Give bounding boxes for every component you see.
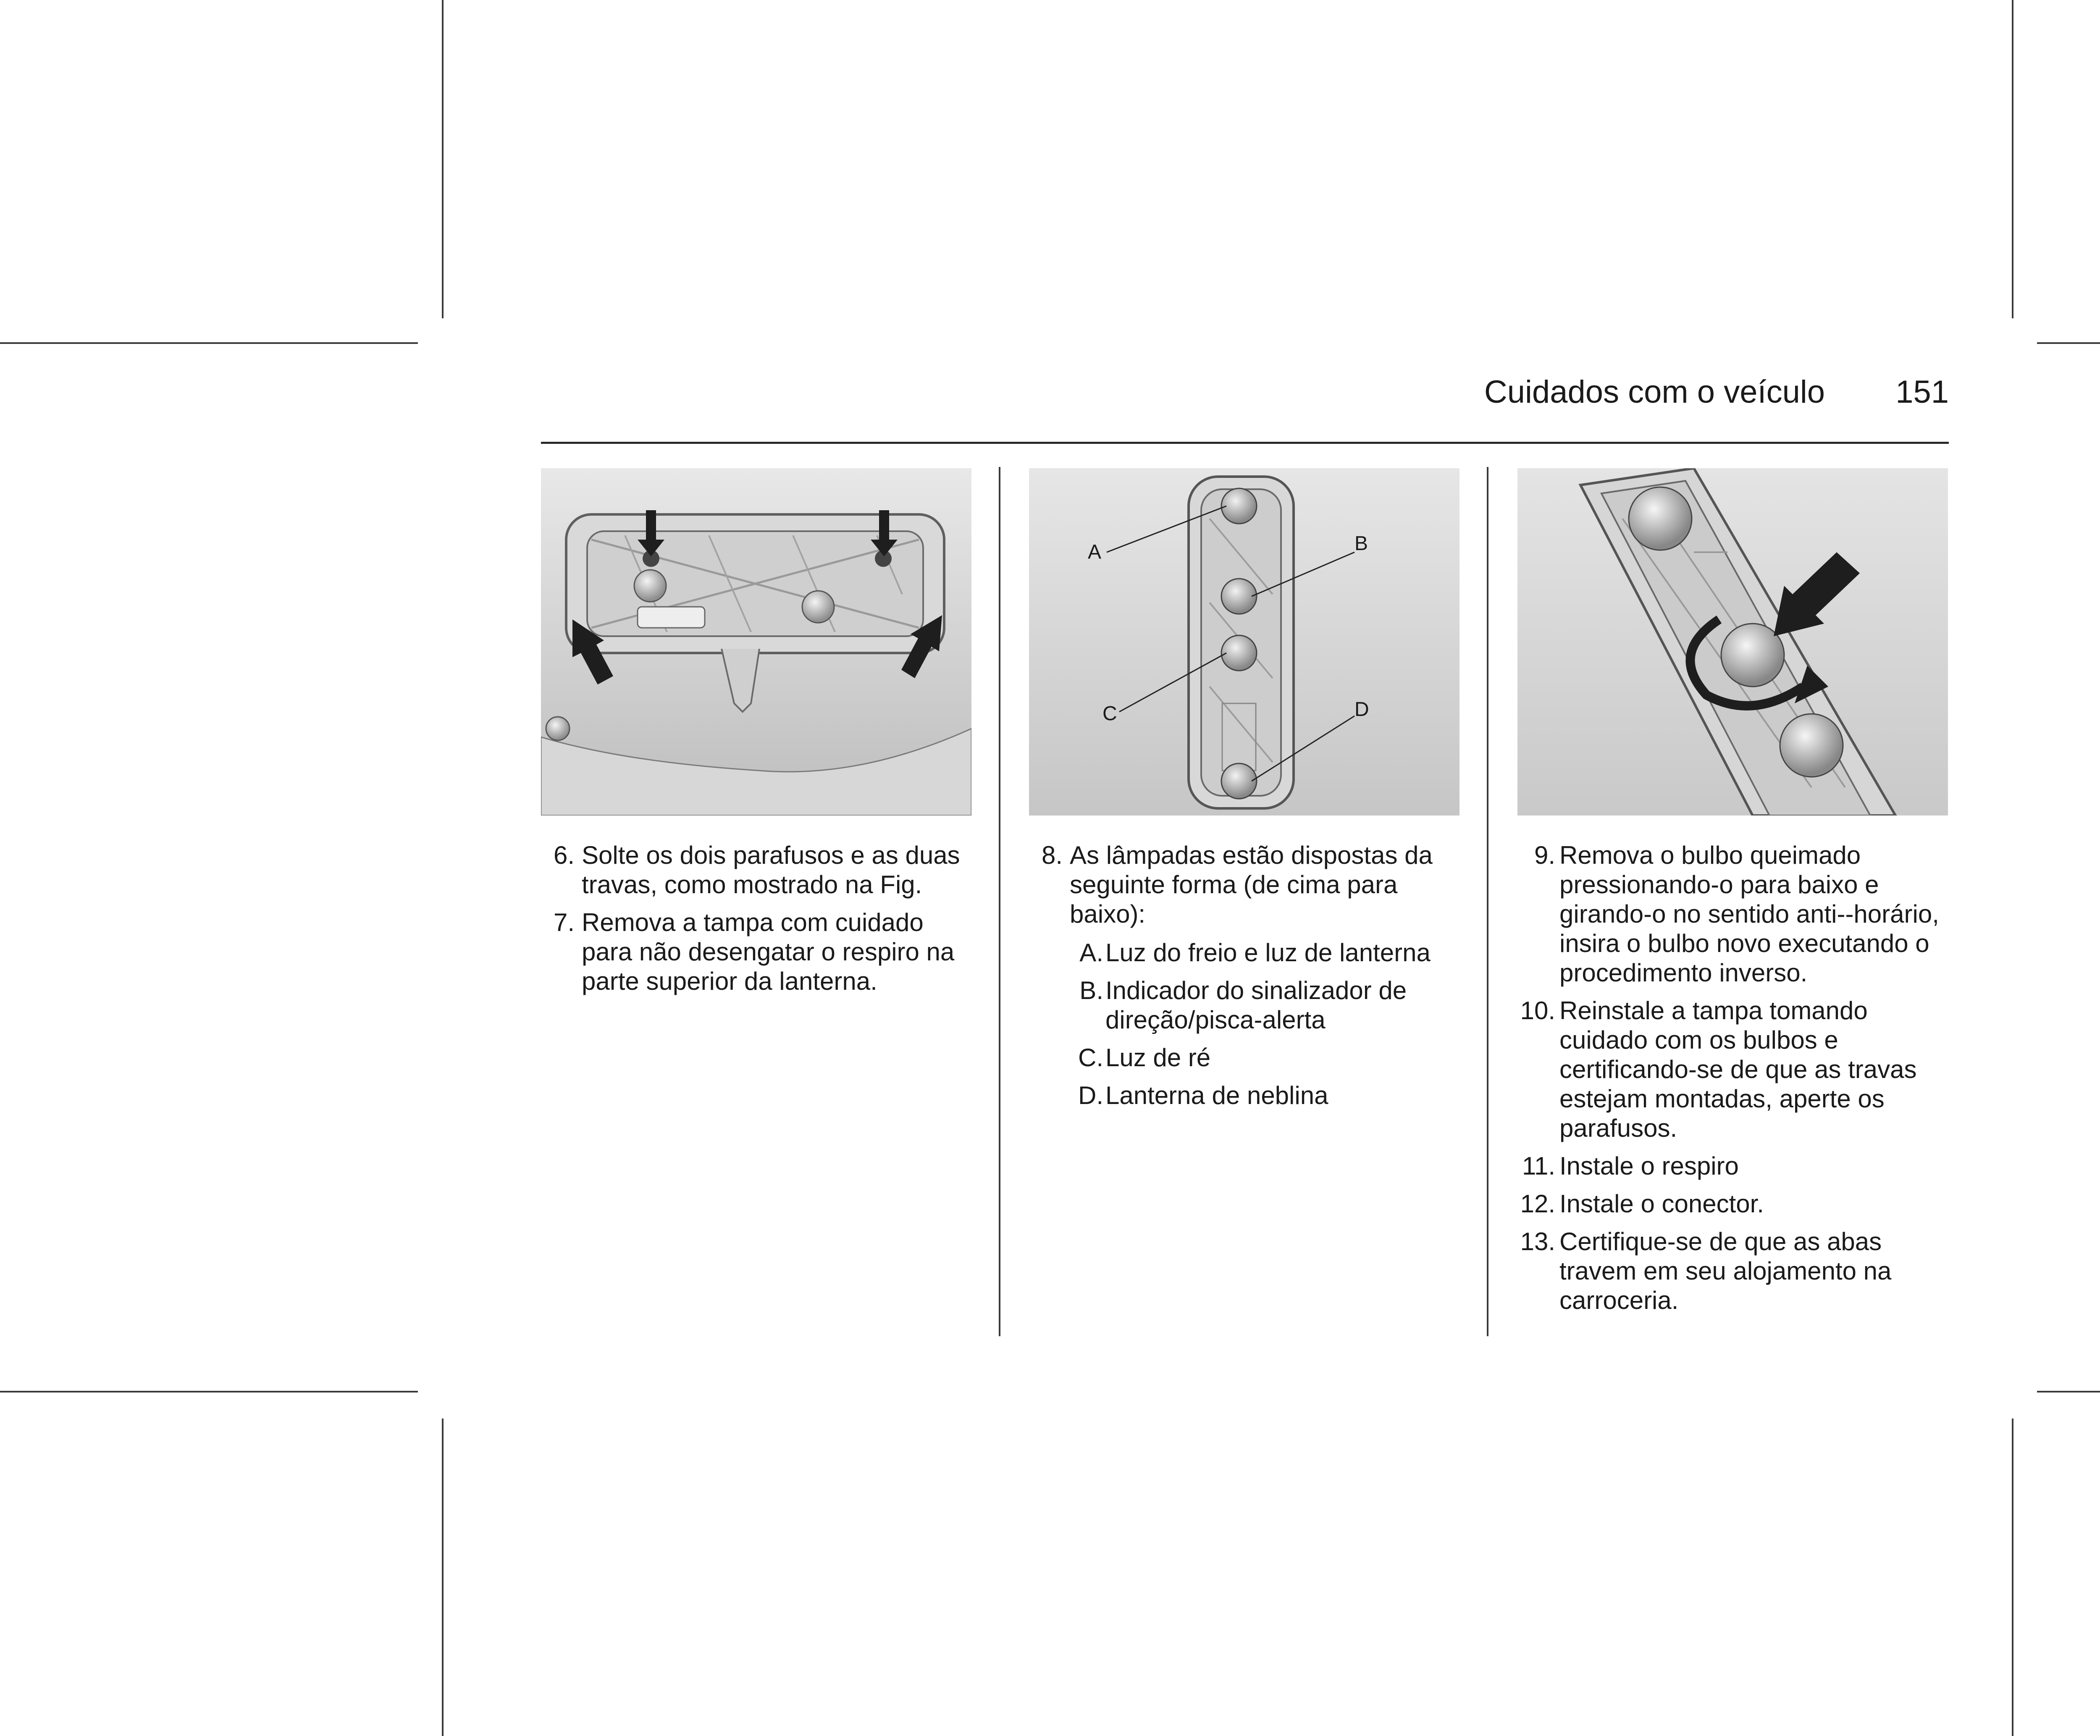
label-a: A [1088,541,1102,563]
bulb-layout-figure [1029,468,1460,816]
crop-mark-top-right [2012,0,2013,318]
page-number: 151 [1895,374,1949,410]
step-number: 7. [553,908,575,936]
steps-list-col3 [1517,841,1948,1315]
item-letter: D. [1078,1081,1103,1109]
step-text: Solte os dois parafusos e as duas travas, como mostrado na Fig. [582,841,960,899]
header-rule [541,442,1949,444]
step-text: Remova a tampa com cuidado para não desengatar o respiro na parte superior da lanterna. [582,908,955,995]
section-title: Cuidados com o veículo [1484,374,1825,410]
page-header [541,370,1949,416]
item-text: Lanterna de neblina [1105,1081,1328,1109]
step-text: Remova o bulbo queimado pressionando-o para baixo e girando-o no sentido anti--horário, insira o bulbo novo executando o procedimento inverso. [1559,841,1939,987]
crop-mark-bottom-right [2012,1419,2013,1736]
step-number: 11. [1522,1152,1555,1180]
step-9 [1517,841,1948,988]
step-text: As lâmpadas estão dispostas da seguinte forma (de cima para baixo): [1070,841,1433,928]
column-1 [541,468,971,1004]
column-divider-2 [1487,467,1488,1336]
label-b: B [1354,532,1368,555]
crop-mark-bottom-left [442,1419,444,1736]
step-6 [541,841,971,899]
bulb-item-d [1070,1081,1460,1110]
column-divider-1 [999,467,1000,1336]
label-c: C [1102,703,1117,725]
item-text: Luz de ré [1105,1044,1211,1072]
label-d: D [1354,698,1369,721]
step-13 [1517,1227,1948,1315]
item-text: Luz do freio e luz de lanterna [1105,939,1431,967]
step-text: Instale o respiro [1559,1152,1739,1180]
step-number: 13. [1520,1227,1555,1256]
crop-mark-bottom-right-h [2037,1391,2100,1392]
step-number: 6. [553,841,575,869]
step-12 [1517,1189,1948,1219]
item-letter: A. [1079,939,1103,967]
step-text: Reinstale a tampa tomando cuidado com os bulbos e certificando-se de que as travas estejam montadas, aperte os parafusos. [1559,996,1917,1142]
crop-mark-bottom-left-h [0,1391,418,1392]
step-text: Certifique-se de que as abas travem em seu alojamento na carroceria. [1559,1227,1892,1314]
bulb-rotation-figure [1517,468,1948,816]
crop-mark-top-right-h [2037,342,2100,344]
crop-mark-top-left [442,0,444,318]
step-number: 12. [1520,1190,1555,1218]
item-letter: B. [1079,976,1103,1004]
crop-mark-top-left-h [0,342,418,344]
column-2 [1029,468,1460,1119]
step-8 [1029,841,1460,1110]
item-text: Indicador do sinalizador de direção/pisca-alerta [1105,976,1407,1034]
step-text: Instale o conector. [1559,1190,1764,1218]
step-7 [541,908,971,996]
bulb-list [1070,938,1460,1110]
screws-and-latches-figure [541,468,971,816]
bulb-item-c [1070,1043,1460,1073]
bulb-item-b [1070,976,1460,1035]
step-number: 8. [1041,841,1063,869]
steps-list-col1 [541,841,971,996]
step-11 [1517,1151,1948,1181]
item-letter: C. [1078,1044,1103,1072]
bulb-item-a [1070,938,1460,968]
steps-list-col2 [1029,841,1460,1110]
column-3 [1517,468,1948,1324]
step-number: 9. [1534,841,1555,869]
step-number: 10. [1520,996,1555,1025]
step-10 [1517,996,1948,1143]
